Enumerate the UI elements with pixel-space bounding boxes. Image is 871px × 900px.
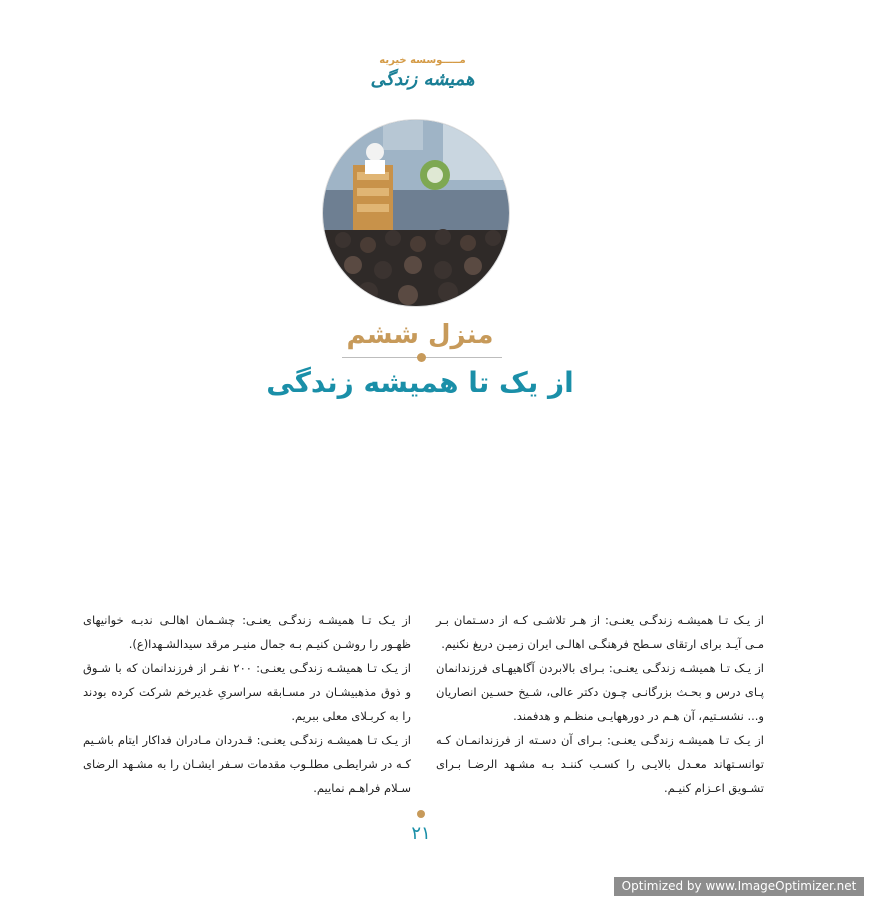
logo-top-text: مـــــوسسه خیریه <box>379 55 466 66</box>
paragraph: از یـک تـا همیشـه زندگـی یعنـی: بـرای آن دسـته از فرزندانمـان کـه توانسـتهاند معـدل بالایـی را کسـب کننـد بـه مشـهد الرضـا بـرای تشـویق اعـزام کنیـم. <box>436 733 764 795</box>
section-subtitle: منزل ششم <box>346 320 494 350</box>
paragraph: از یـک تـا همیشـه زندگـی یعنـی: ۲۰۰ نفـر از فرزندانمان که با شـوق و ذوق مذهبیشـان در مسـابقه سراسریِ غدیرخم شرکت کرده بودند را به کربـلای معلی ببریم. <box>83 661 411 723</box>
paragraph: از یـک تـا همیشـه زندگـی یعنـی: بـرای بالابردن آگاهیهـای فرزندانمان پـای درس و بحـث بزرگانـی چـون دکتر عالی، شـیخ حسـین انصاریان و... نشسـتیم، آن هـم در دورههایـی منظـم و هدفمند. <box>436 661 764 723</box>
section-title: از یک تا همیشه زندگی <box>266 366 574 399</box>
logo-main-text: همیشه زندگی <box>370 69 475 90</box>
page-number: ۲۱ <box>411 823 431 844</box>
paragraph: از یـک تـا همیشـه زندگـی یعنـی: قـدردان مـادران فداکار ایتام باشـیم کـه در شرایطـی مطلـوب مقدمات سـفر ایشـان را به مشـهد الرضای سـلام فراهـم نماییم. <box>83 733 411 795</box>
text-column-right <box>436 608 764 800</box>
foundation-logo <box>370 55 475 105</box>
event-photo <box>323 120 509 306</box>
paragraph: از یـک تـا همیشـه زندگـی یعنـی: چشـمان اهالـی ندبـه خوانیهای ظهـور را روشـن کنیـم بـه جمال منیـر مرقد سیدالشـهدا(ع). <box>83 613 411 651</box>
page-number-dot <box>417 810 425 818</box>
text-column-left <box>83 608 411 800</box>
paragraph: از یـک تـا همیشـه زندگـی یعنـی: از هـر تلاشـی کـه از دسـتمان بـر مـی آیـد برای ارتقای سـطح فرهنگـی اهالـی ایران زمیـن دریغ نکنیم. <box>436 613 764 651</box>
watermark-banner: Optimized by www.ImageOptimizer.net <box>614 877 864 896</box>
divider-dot <box>417 353 426 362</box>
